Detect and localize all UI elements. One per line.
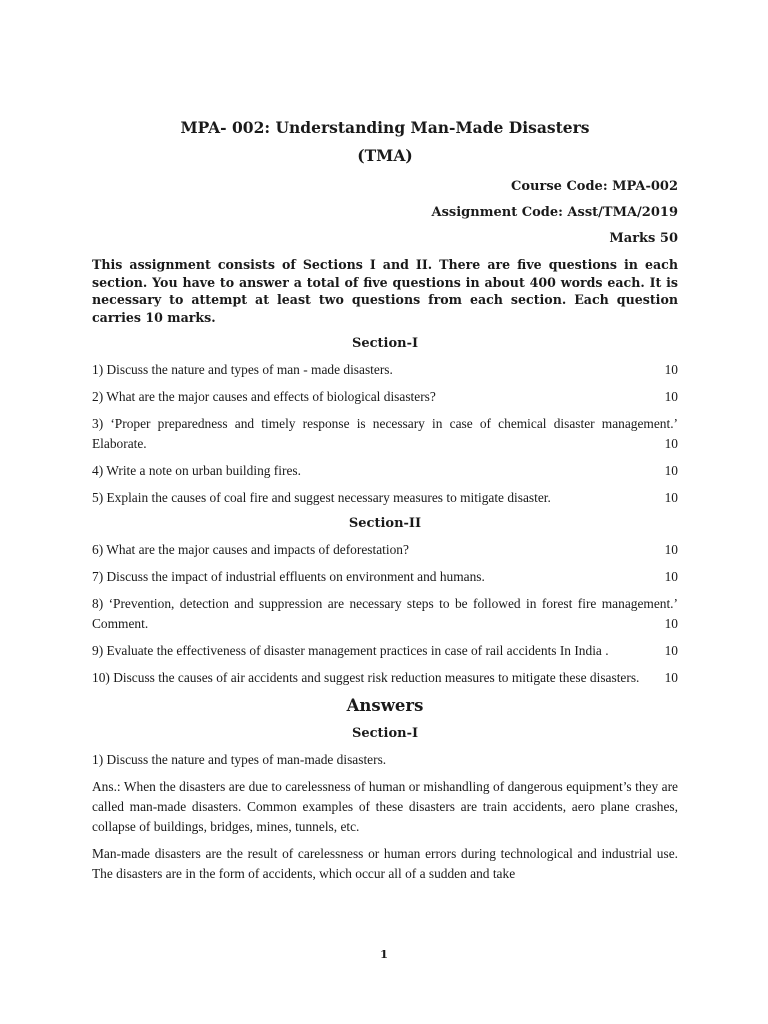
marks-total: Marks 50 [609,231,678,246]
question-item [92,488,678,508]
question-text: 10) Discuss the causes of air accidents and suggest risk reduction measures to mitigate these disasters. [92,670,640,685]
document-body [92,118,678,891]
question-marks: 10 [664,389,678,404]
question-text: 9) Evaluate the effectiveness of disaster management practices in case of rail accidents In India . [92,643,609,658]
question-marks: 10 [664,542,678,557]
question-text: 5) Explain the causes of coal fire and suggest necessary measures to mitigate disaster. [92,490,551,505]
section-2-heading: Section-II [348,516,422,531]
question-text: 7) Discuss the impact of industrial effluents on environment and humans. [92,569,485,584]
question-marks: 10 [664,490,678,505]
question-text: 8) ‘Prevention, detection and suppression are necessary steps to be followed in forest fire management.’ Comment. [92,596,678,631]
document-subtitle: (TMA) [357,146,413,165]
question-text: 6) What are the major causes and impacts of deforestation? [92,542,409,557]
question-marks: 10 [664,670,678,685]
course-code: Course Code: MPA-002 [511,179,678,194]
answer-paragraph: Ans.: When the disasters are due to carelessness of human or mishandling of dangerous equipment’s they are called man-made disasters. Common examples of these disasters are train accidents, aero plane crashes, collapse of buildings, bridges, mines, tunnels, etc. [92,779,678,834]
question-item [92,414,678,454]
assignment-instructions: This assignment consists of Sections I and II. There are five questions in each section. You have to answer a total of five questions in about 400 words each. It is necessary to attempt at least two questions from each section. Each question carries 10 marks. [92,257,678,325]
question-text: 3) ‘Proper preparedness and timely response is necessary in case of chemical disaster management.’ Elaborate. [92,416,678,451]
answer-question: 1) Discuss the nature and types of man-made disasters. [92,752,387,767]
question-marks: 10 [664,643,678,658]
section-1-heading: Section-I [351,336,419,351]
question-item [92,387,678,407]
question-text: 1) Discuss the nature and types of man - made disasters. [92,362,393,377]
question-item [92,567,678,587]
answers-section-heading: Section-I [351,726,419,741]
question-marks: 10 [664,616,678,631]
answers-heading: Answers [346,696,424,715]
page-number: 1 [379,947,388,961]
question-text: 4) Write a note on urban building fires. [92,463,301,478]
document-title: MPA- 002: Understanding Man-Made Disasters [180,118,590,137]
question-text: 2) What are the major causes and effects of biological disasters? [92,389,436,404]
answer-paragraph: Man-made disasters are the result of carelessness or human errors during technological and industrial use. The disasters are in the form of accidents, which occur all of a sudden and take [92,846,678,881]
assignment-code: Assignment Code: Asst/TMA/2019 [431,205,678,220]
question-item [92,461,678,481]
question-marks: 10 [664,569,678,584]
question-item [92,668,678,688]
question-marks: 10 [664,436,678,451]
question-item [92,594,678,634]
question-marks: 10 [664,362,678,377]
question-item [92,641,678,661]
question-item [92,360,678,380]
question-item [92,540,678,560]
question-marks: 10 [664,463,678,478]
